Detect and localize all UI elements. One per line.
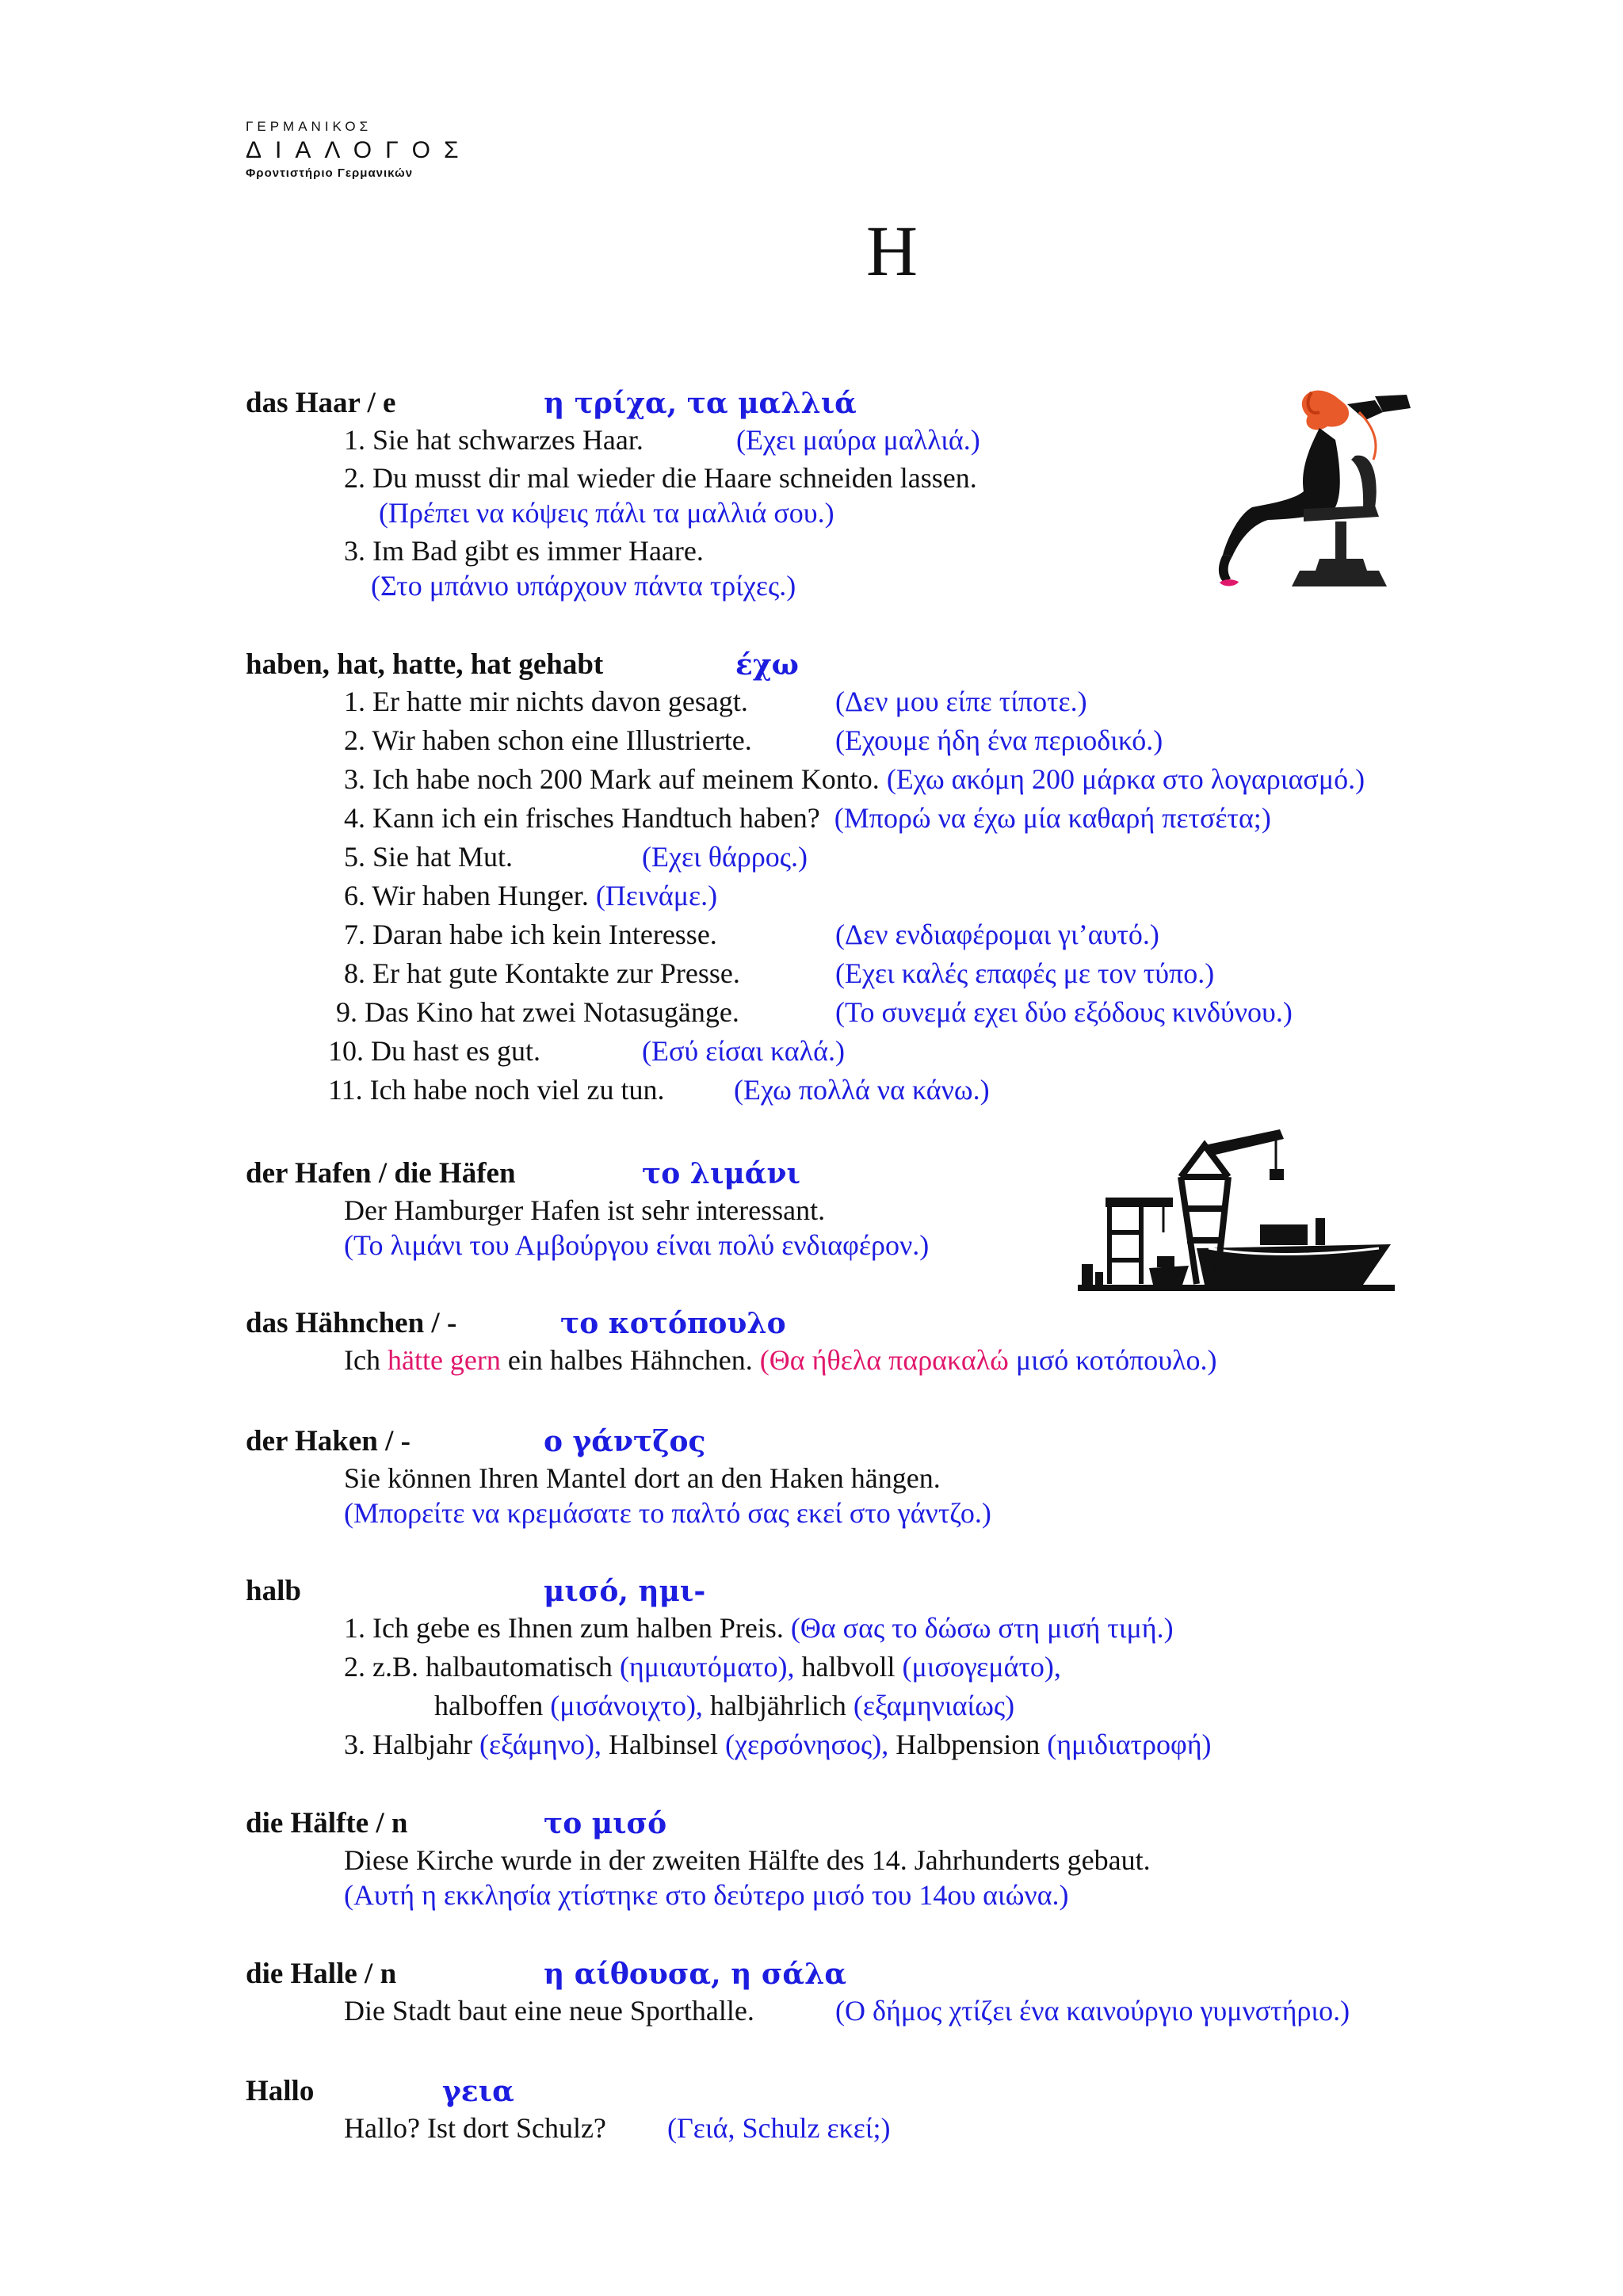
example-line: 5. Sie hat Mut. (Εχει θάρρος.) (344, 841, 808, 873)
example-line: Der Hamburger Hafen ist sehr interessant. (344, 1194, 826, 1226)
example-line: 2. Du musst dir mal wieder die Haare schneiden lassen. (344, 462, 977, 494)
example-line: 11. Ich habe noch viel zu tun. (Εχω πολλά να κάνω.) (328, 1074, 990, 1106)
highlight-phrase: Θα ήθελα παρακαλώ (769, 1344, 1009, 1376)
entry-haken (246, 1421, 1545, 1529)
example-line: 1. Er hatte mir nichts davon gesagt. (Δεν μου είπε τίποτε.) (344, 686, 1087, 717)
entry-hallo (246, 2071, 1545, 2144)
headword: der Haken / - (246, 1425, 411, 1457)
example-line: Sie können Ihren Mantel dort an den Haken hängen. (344, 1462, 941, 1494)
entry-haben (246, 644, 1545, 1106)
translation: η τρίχα, τα μαλλιά (544, 387, 857, 420)
example-line: 7. Daran habe ich kein Interesse. (Δεν ενδιαφέρομαι γι’αυτό.) (344, 919, 1159, 950)
headword: die Halle / n (246, 1958, 397, 1990)
entry-halle (246, 1954, 1545, 2027)
translation: έχω (735, 648, 799, 682)
headword: der Hafen / die Häfen (246, 1157, 516, 1190)
logo-line-3: Φροντιστήριο Γερμανικών (246, 166, 414, 180)
example-translation: (Πρέπει να κόψεις πάλι τα μαλλιά σου.) (379, 497, 834, 529)
example-line: 3. Ich habe noch 200 Mark auf meinem Konto. (Εχω ακόμη 200 μάρκα στο λογαριασμό.) (344, 763, 1365, 795)
example-line: 3. Im Bad gibt es immer Haare. (344, 535, 704, 567)
entry-halb (246, 1571, 1545, 1760)
example-line: 3. Halbjahr (εξάμηνο), Halbinsel (χερσόνησος), Halbpension (ημιδιατροφή) (344, 1729, 1212, 1760)
example-line: 6. Wir haben Hunger. (Πεινάμε.) (344, 880, 718, 911)
logo-line-2: ΔΙΑΛΟΓΟΣ (246, 137, 472, 163)
example-line: Ich hätte gern ein halbes Hähnchen. (Θα ήθελα παρακαλώ μισό κοτόπουλο.) (344, 1344, 1217, 1376)
example-line: 1. Ich gebe es Ihnen zum halben Preis. (Θα σας το δώσω στη μισή τιμή.) (344, 1612, 1174, 1644)
entry-haelfte (246, 1803, 1545, 1911)
highlight-phrase: hätte gern (387, 1344, 501, 1376)
woman-on-salon-chair-icon (1216, 380, 1438, 610)
example-line: 4. Kann ich ein frisches Handtuch haben? (Μπορώ να έχω μία καθαρή πετσέτα;) (344, 802, 1271, 834)
example-line: 2. z.B. halbautomatisch (ημιαυτόματο), halbvoll (μισογεμάτο), (344, 1651, 1061, 1683)
example-line: 10. Du hast es gut. (Εσύ είσαι καλά.) (328, 1035, 845, 1067)
translation: μισό, ημι- (544, 1575, 706, 1608)
example-line: 8. Er hat gute Kontakte zur Presse. (Εχει καλές επαφές με τον τύπο.) (344, 957, 1215, 989)
headword: die Hälfte / n (246, 1807, 408, 1839)
headword: das Hähnchen / - (246, 1307, 457, 1339)
example-translation: (Στο μπάνιο υπάρχουν πάντα τρίχες.) (371, 570, 796, 602)
example-translation: (Το λιμάνι του Αμβούργου είναι πολύ ενδιαφέρον.) (344, 1229, 930, 1261)
headword: Hallo (246, 2075, 315, 2107)
example-line: Die Stadt baut eine neue Sporthalle. (Ο δήμος χτίζει ένα καινούργιο γυμνστήριο.) (344, 1995, 1350, 2027)
headword: halb (246, 1575, 301, 1607)
translation: το κοτόπουλο (560, 1307, 786, 1340)
translation: το λιμάνι (642, 1157, 800, 1190)
translation: η αίθουσα, η σάλα (544, 1958, 847, 1991)
entry-haehnchen (246, 1303, 1545, 1376)
example-line: halboffen (μισάνοιχτο), halbjährlich (εξαμηνιαίως) (434, 1690, 1015, 1721)
logo-line-1: ΓΕΡΜΑΝΙΚΟΣ (246, 119, 372, 134)
example-line: 9. Das Kino hat zwei Notasugänge. (Το συνεμά εχει δύο εξόδους κινδύνου.) (336, 996, 1293, 1028)
translation: το μισό (544, 1807, 667, 1840)
example-line: 1. Sie hat schwarzes Haar. (Εχει μαύρα μαλλιά.) (344, 424, 980, 456)
example-line: Diese Kirche wurde in der zweiten Hälfte des 14. Jahrhunderts gebaut. (344, 1844, 1151, 1876)
example-line: 2. Wir haben schon eine Illustrierte. (Εχουμε ήδη ένα περιοδικό.) (344, 724, 1163, 756)
example-translation: (Αυτή η εκκλησία χτίστηκε στο δεύτερο μισό του 14ου αιώνα.) (344, 1879, 1069, 1911)
headword: haben, hat, hatte, hat gehabt (246, 648, 604, 681)
logo (246, 119, 472, 181)
section-letter: H (866, 212, 918, 291)
translation: γεια (442, 2075, 514, 2108)
example-translation: (Μπορείτε να κρεμάσατε το παλτό σας εκεί στο γάντζο.) (344, 1497, 991, 1529)
example-line: Hallo? Ist dort Schulz? (Γειά, Schulz εκεί;) (344, 2112, 891, 2144)
harbor-crane-ship-icon (1078, 1129, 1395, 1296)
translation: ο γάντζος (544, 1425, 706, 1458)
headword: das Haar / e (246, 387, 396, 419)
